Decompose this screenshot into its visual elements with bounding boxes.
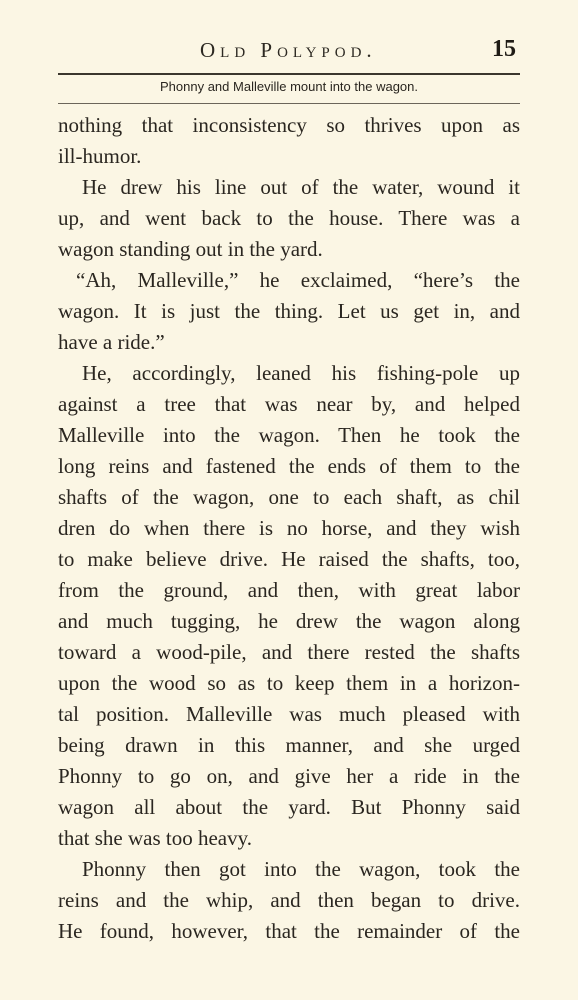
text-line: He drew his line out of the water, wound it	[82, 175, 520, 199]
text-line: Phonny to go on, and give her a ride in the	[58, 764, 520, 788]
header-rule-top	[58, 73, 520, 75]
running-title: Old Polypod.	[200, 38, 377, 62]
text-line: being drawn in this manner, and she urged	[58, 733, 520, 757]
text-line: dren do when there is no horse, and they wish	[58, 516, 520, 540]
text-line: up, and went back to the house. There was a	[58, 206, 520, 230]
text-line: that she was too heavy.	[58, 826, 253, 850]
text-line: upon the wood so as to keep them in a horizon-	[58, 671, 520, 695]
page-number: 15	[492, 36, 516, 62]
text-line: reins and the whip, and then began to drive.	[58, 888, 520, 912]
text-line: and much tugging, he drew the wagon along	[58, 609, 520, 633]
text-line: shafts of the wagon, one to each shaft, as chil	[58, 485, 520, 509]
text-line: Phonny then got into the wagon, took the	[82, 857, 520, 881]
text-line: “Ah, Malleville,” he exclaimed, “here’s the	[76, 268, 520, 292]
text-line: He, accordingly, leaned his fishing-pole up	[82, 361, 520, 385]
text-line: tal position. Malleville was much pleased with	[58, 702, 520, 726]
text-line: He found, however, that the remainder of the	[58, 919, 520, 943]
body-text	[58, 110, 520, 947]
header-rule-bottom	[58, 103, 520, 104]
text-line: toward a wood-pile, and there rested the shafts	[58, 640, 520, 664]
text-line: nothing that inconsistency so thrives upon as	[58, 113, 520, 137]
text-line: have a ride.”	[58, 330, 165, 354]
text-line: wagon. It is just the thing. Let us get in, and	[58, 299, 520, 323]
text-line: long reins and fastened the ends of them to the	[58, 454, 520, 478]
text-line: ill-humor.	[58, 144, 142, 168]
text-line: to make believe drive. He raised the shafts, too,	[58, 547, 520, 571]
illustration-caption: Phonny and Malleville mount into the wagon.	[160, 79, 418, 94]
text-line: Malleville into the wagon. Then he took the	[58, 423, 520, 447]
text-line: from the ground, and then, with great labor	[58, 578, 520, 602]
text-line: wagon all about the yard. But Phonny said	[58, 795, 520, 819]
text-line: wagon standing out in the yard.	[58, 237, 323, 261]
running-head	[0, 34, 578, 68]
text-line: against a tree that was near by, and helped	[58, 392, 520, 416]
